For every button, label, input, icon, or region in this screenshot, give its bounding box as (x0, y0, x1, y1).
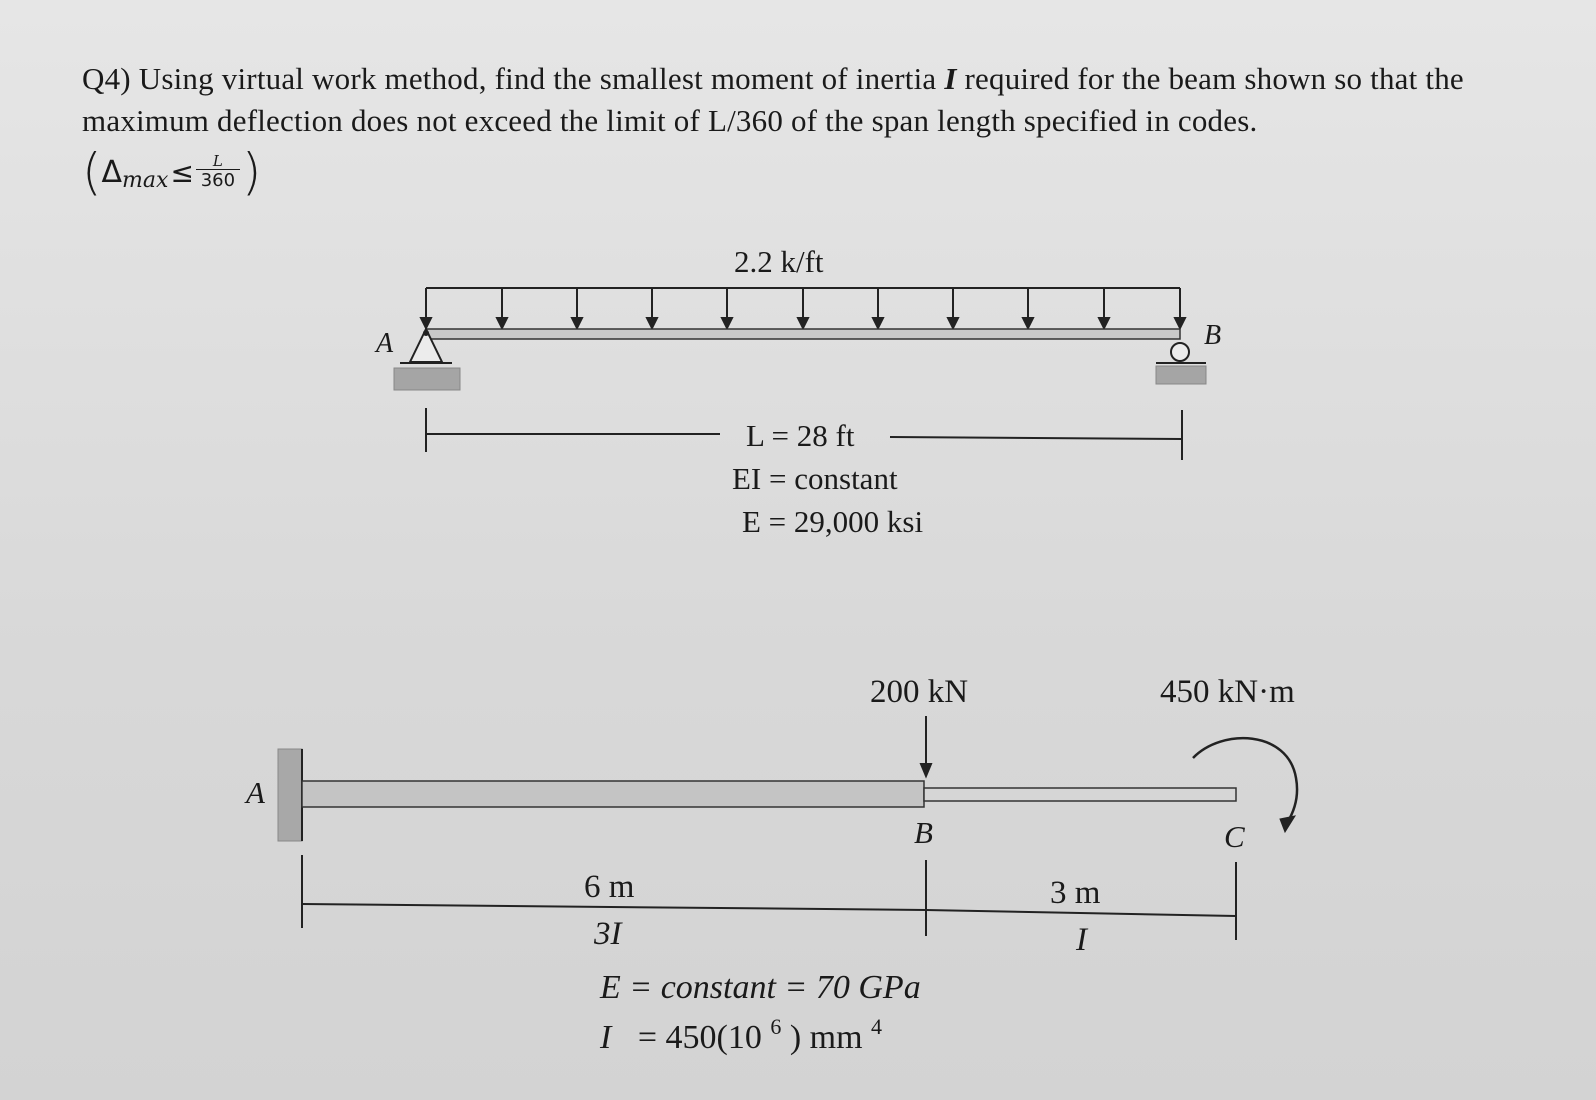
beam2-seg1-inertia: 3I (594, 916, 622, 952)
beam1-support-b-label: B (1204, 320, 1222, 351)
beam2-seg2-inertia: I (1076, 922, 1087, 958)
formula-open-paren: ( (82, 143, 102, 201)
beam1-ei-label: EI = constant (732, 461, 898, 496)
formula-close-paren: ) (241, 143, 262, 201)
formula-subscript: max (122, 167, 169, 193)
beam2-e-line: E = constant = 70 GPa (600, 969, 921, 1006)
beam1-support-a-label: A (376, 328, 394, 359)
beam2-i-symbol: I (600, 1019, 612, 1056)
formula-denominator: 360 (200, 169, 236, 191)
question-text-before: Using virtual work method, find the smallest moment of inertia (138, 61, 937, 96)
beam1-e-label: E = 29,000 ksi (742, 504, 924, 539)
beam2-force-label: 200 kN (870, 674, 969, 710)
inertia-symbol: I (944, 61, 957, 96)
question-number: Q4) (82, 61, 131, 96)
beam2-segment-ab (302, 781, 924, 807)
fixed-support-a (278, 749, 302, 841)
formula-numerator: L (212, 151, 223, 170)
roller-support-b (1156, 343, 1206, 384)
beam2-seg2-length: 3 m (1050, 875, 1101, 911)
beam2-i-unit-exponent: 4 (871, 1014, 883, 1039)
beam2-i-value: = 450(10 (637, 1019, 762, 1056)
formula-delta: Δ (101, 154, 123, 190)
beam2-moment-label: 450 kN·m (1160, 674, 1295, 710)
beam1-span-label: L = 28 ft (746, 418, 855, 453)
beam2-i-unit: ) mm (789, 1019, 863, 1056)
beam1-load-label: 2.2 k/ft (734, 244, 824, 279)
beam2-segment-bc (924, 788, 1236, 801)
question-text-after: required for the beam shown so that the maximum deflection does not exceed the limit of L/360 of the span length specified in codes. (82, 61, 1464, 138)
beam2-support-a-label: A (246, 775, 265, 810)
beam2-seg1-length: 6 m (584, 869, 635, 905)
point-load-arrow (921, 716, 931, 776)
beam2-i-exponent: 6 (770, 1014, 782, 1039)
beam2-point-c-label: C (1224, 819, 1245, 854)
beam2-i-line (599, 1005, 882, 1056)
distributed-load-arrows (421, 288, 1185, 328)
applied-moment-arrow (1193, 738, 1297, 832)
formula-relation: ≤ (170, 155, 194, 189)
beam2-point-b-label: B (914, 815, 933, 850)
beam1 (426, 329, 1180, 339)
